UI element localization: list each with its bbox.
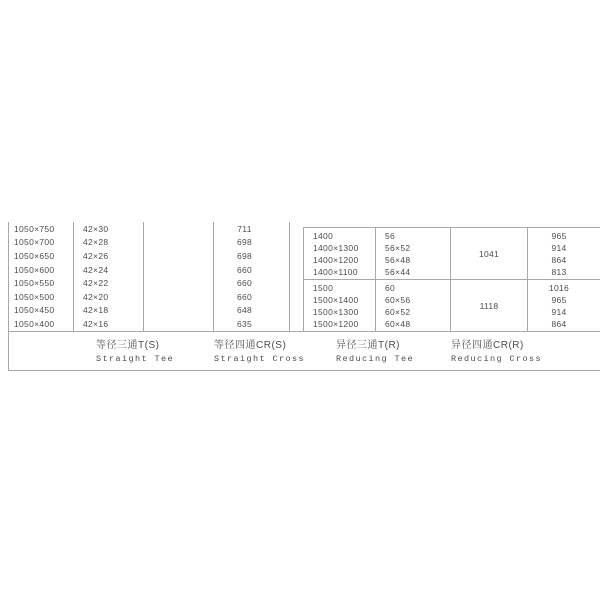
cell-size-mm: 1400×1200 bbox=[313, 254, 359, 265]
cell-size-mm: 1050×650 bbox=[9, 249, 74, 263]
column-size-mm bbox=[304, 228, 376, 279]
caption-en: Reducing Tee bbox=[336, 354, 415, 364]
cell-dimension: 965 bbox=[551, 294, 567, 305]
cell-size-mm: 1050×700 bbox=[9, 236, 74, 250]
cell-dimension: 698 bbox=[236, 250, 253, 261]
cell-size-mm: 1500×1300 bbox=[313, 306, 359, 317]
cell-dimension: 660 bbox=[236, 264, 253, 275]
cell-size-mm: 1050×550 bbox=[9, 276, 74, 290]
cell-dimension: 914 bbox=[551, 242, 567, 253]
table-row bbox=[9, 276, 289, 290]
caption-en: Straight Tee bbox=[96, 354, 175, 364]
cell-dimension: 698 bbox=[236, 237, 253, 248]
cell-size-mm: 1050×600 bbox=[9, 263, 74, 277]
cell-size-in: 42×22 bbox=[74, 276, 144, 290]
column-dimension bbox=[528, 280, 600, 331]
caption-zh: 等径四通CR(S) bbox=[214, 340, 287, 351]
cell-dimension: 1016 bbox=[548, 282, 570, 293]
cell-empty bbox=[144, 276, 214, 290]
cell-dimension: 864 bbox=[551, 254, 567, 265]
cell-size-mm: 1050×500 bbox=[9, 290, 74, 304]
cell-size-in: 56×44 bbox=[385, 266, 411, 277]
caption-zh: 异径三通T(R) bbox=[336, 340, 400, 351]
cell-dimension: 711 bbox=[237, 223, 252, 234]
size-group-1400 bbox=[304, 228, 600, 279]
cell-dimension: 914 bbox=[551, 306, 567, 317]
cell-size-mm: 1500×1200 bbox=[313, 318, 359, 329]
cell-size-mm: 1400×1300 bbox=[313, 242, 359, 253]
column-size-in bbox=[376, 228, 451, 279]
caption-straight-tee bbox=[96, 340, 174, 364]
cell-empty bbox=[144, 222, 214, 236]
cell-size-mm: 1400×1100 bbox=[313, 266, 358, 277]
cell-size-in: 60×52 bbox=[385, 306, 411, 317]
cell-size-mm: 1500×1400 bbox=[313, 294, 359, 305]
cell-empty bbox=[144, 249, 214, 263]
caption-reducing-cross bbox=[451, 340, 542, 364]
cell-empty bbox=[144, 303, 214, 317]
cell-size-in: 42×16 bbox=[74, 317, 144, 331]
cell-dimension: 648 bbox=[236, 305, 253, 316]
caption-zh: 异径四通CR(R) bbox=[451, 340, 524, 351]
cell-size-in: 42×28 bbox=[74, 236, 144, 250]
table-row bbox=[9, 303, 289, 317]
cell-size-in: 42×26 bbox=[74, 249, 144, 263]
cell-merged-dimension: 1041 bbox=[451, 228, 528, 279]
cell-empty bbox=[144, 290, 214, 304]
cell-dimension: 864 bbox=[551, 318, 567, 329]
cell-size-in: 42×20 bbox=[74, 290, 144, 304]
spec-table-left-1050-group bbox=[8, 222, 290, 331]
caption-en: Straight Cross bbox=[214, 354, 306, 364]
cell-dimension: 660 bbox=[236, 278, 253, 289]
caption-en: Reducing Cross bbox=[451, 354, 543, 364]
table-row bbox=[9, 263, 289, 277]
cell-size-in: 60 bbox=[385, 282, 396, 293]
caption-straight-cross bbox=[214, 340, 305, 364]
cell-empty bbox=[144, 263, 214, 277]
cell-size-in: 42×18 bbox=[74, 303, 144, 317]
cell-dimension: 635 bbox=[236, 318, 253, 329]
caption-zh: 等径三通T(S) bbox=[96, 340, 160, 351]
cell-size-in: 56×48 bbox=[385, 254, 411, 265]
table-row bbox=[9, 290, 289, 304]
cell-size-in: 56 bbox=[385, 230, 396, 241]
table-row bbox=[9, 249, 289, 263]
column-size-in bbox=[376, 280, 451, 331]
caption-reducing-tee bbox=[336, 340, 414, 364]
column-dimension bbox=[528, 228, 600, 279]
fitting-type-caption-band bbox=[8, 331, 600, 371]
cell-size-mm: 1050×450 bbox=[9, 303, 74, 317]
spec-table-right bbox=[303, 227, 600, 331]
cell-size-in: 60×48 bbox=[385, 318, 411, 329]
cell-empty bbox=[144, 236, 214, 250]
cell-dimension: 813 bbox=[551, 266, 567, 277]
cell-size-in: 60×56 bbox=[385, 294, 411, 305]
cell-size-mm: 1500 bbox=[313, 282, 334, 293]
table-row bbox=[9, 236, 289, 250]
column-size-mm bbox=[304, 280, 376, 331]
cell-merged-dimension: 1118 bbox=[451, 280, 528, 331]
cell-empty bbox=[144, 317, 214, 331]
cell-size-in: 42×30 bbox=[74, 222, 144, 236]
cell-size-in: 56×52 bbox=[385, 242, 411, 253]
cell-size-in: 42×24 bbox=[74, 263, 144, 277]
cell-dimension: 660 bbox=[236, 291, 253, 302]
size-group-1500 bbox=[304, 279, 600, 331]
cell-size-mm: 1050×750 bbox=[9, 222, 74, 236]
cell-dimension: 965 bbox=[551, 230, 567, 241]
cell-size-mm: 1050×400 bbox=[9, 317, 74, 331]
table-row bbox=[9, 222, 289, 236]
table-row bbox=[9, 317, 289, 331]
cell-size-mm: 1400 bbox=[313, 230, 334, 241]
